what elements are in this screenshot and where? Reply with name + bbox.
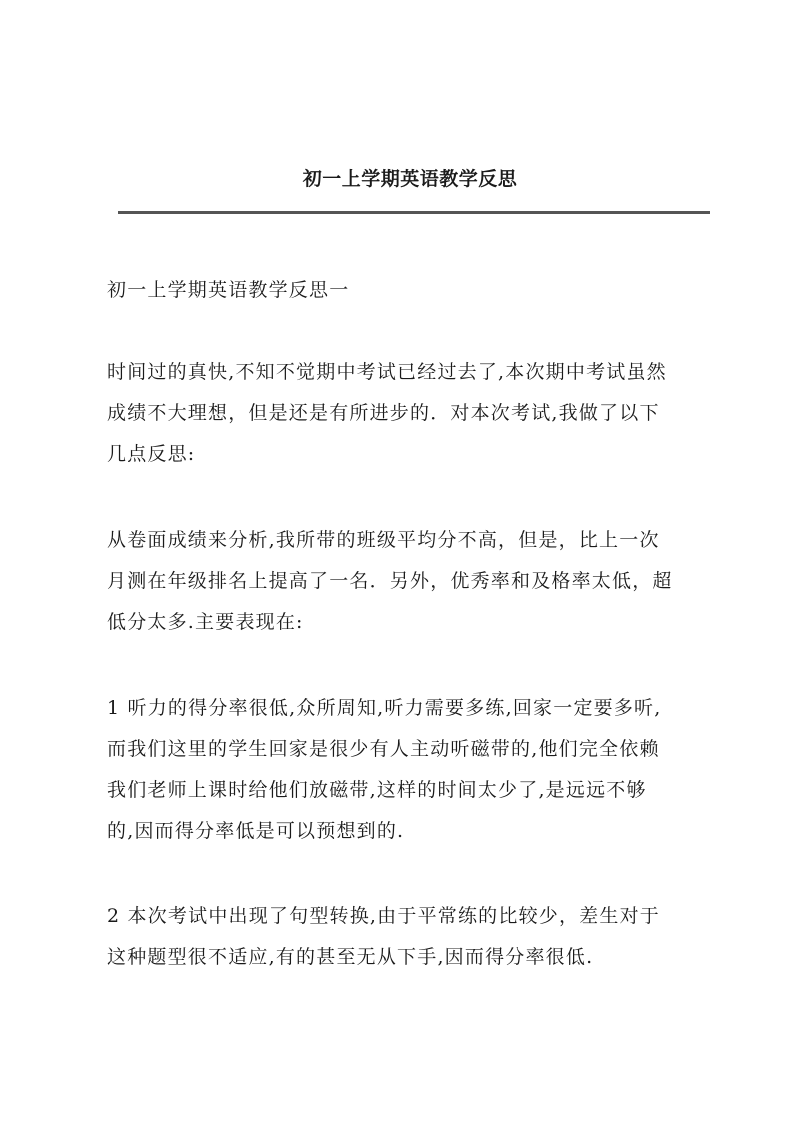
paragraph-line: 月测在年级排名上提高了一名．另外，优秀率和及格率太低，超 <box>107 570 673 592</box>
paragraph-3 <box>107 688 712 852</box>
paragraph-line: 成绩不大理想，但是还是有所进步的．对本次考试,我做了以下 <box>107 402 660 424</box>
section-heading <box>107 270 712 311</box>
paragraph-4 <box>107 896 712 978</box>
section-heading-text: 初一上学期英语教学反思一 <box>107 279 350 301</box>
paragraph-line: 低分太多.主要表现在: <box>107 611 304 633</box>
paragraph-line: 几点反思: <box>107 443 196 465</box>
paragraph-line: 的,因而得分率低是可以预想到的. <box>107 820 405 842</box>
paragraph-line: 时间过的真快,不知不觉期中考试已经过去了,本次期中考试虽然 <box>107 361 667 383</box>
paragraph-line: 我们老师上课时给他们放磁带,这样的时间太少了,是远远不够 <box>107 779 647 801</box>
paragraph-line: 从卷面成绩来分析,我所带的班级平均分不高，但是，比上一次 <box>107 529 660 551</box>
paragraph-1 <box>107 352 712 475</box>
paragraph-line: 2 本次考试中出现了句型转换,由于平常练的比较少，差生对于 <box>107 905 660 927</box>
paragraph-line: 而我们这里的学生回家是很少有人主动听磁带的,他们完全依赖 <box>107 738 660 760</box>
paragraph-2 <box>107 520 712 643</box>
paragraph-line: 1 听力的得分率很低,众所周知,听力需要多练,回家一定要多听, <box>107 697 662 719</box>
paragraph-line: 这种题型很不适应,有的甚至无从下手,因而得分率很低. <box>107 946 594 968</box>
document-title: 初一上学期英语教学反思 <box>302 168 518 190</box>
title-divider <box>118 211 710 214</box>
